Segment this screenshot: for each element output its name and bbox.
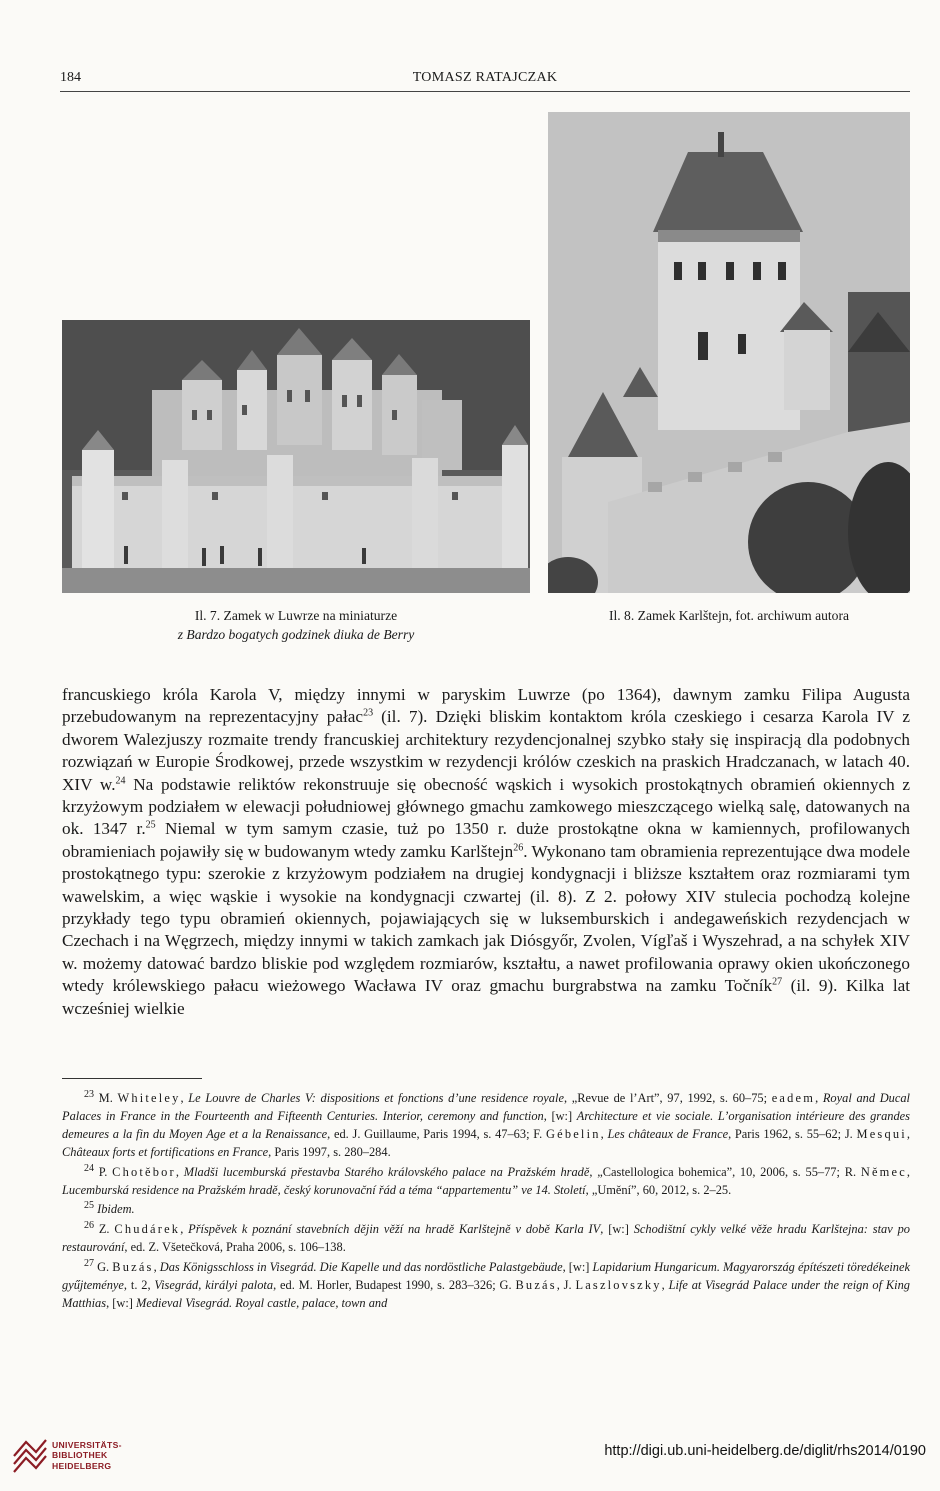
figure-7-caption xyxy=(62,606,530,644)
figure-8-caption-line1: Il. 8. Zamek Karlštejn, fot. archiwum autora xyxy=(608,608,850,623)
body-paragraph xyxy=(62,684,910,1020)
figure-7-caption-line2: z Bardzo bogatych godzinek diuka de Berry xyxy=(177,627,415,642)
body-text: Niemal w tym samym czasie, tuż po 1350 r. duże prostokątne okna w kamiennych, profilowanych obramieniach pojawiły się w budowanym wtedy zamku Karlštejn xyxy=(62,819,911,861)
footnote-rule xyxy=(62,1078,202,1079)
body-text: (il. 7). Dzięki bliskim kontaktom króla czeskiego i cesarza Karola IV z dworem Walezjuszy rozmaite trendy francuskiej architektury rezydencjonalnej szybko stały się inspiracją dla podobnych rozwiązań w Europie Środkowej, przede wszystkim w rezydencji królów czeskich na praskich Hradczanach, w latach 40. XIV w. xyxy=(62,707,910,794)
body-text: Na podstawie reliktów rekonstruuje się obecność wąskich i wysokich prostokątnych obramień okiennych z krzyżowym podziałem w elewacji południowej głównego gmachu zamkowego mieszczącego wielką salę, datowanych na ok. 1347 r. xyxy=(62,774,910,839)
page-number: 184 xyxy=(60,70,81,85)
body-text: francuskiego króla Karola V, między innymi w paryskim Luwrze (po 1364), dawnym zamku Filipa Augusta przebudowanym na reprezentacyjny pałac xyxy=(62,685,910,727)
footnote-ref-25[interactable]: 25 xyxy=(145,819,156,831)
footnote-ref-27[interactable]: 27 xyxy=(772,976,783,988)
footnote-ref-23[interactable]: 23 xyxy=(363,707,374,719)
library-name: UNIVERSITÄTS- BIBLIOTHEK HEIDELBERG xyxy=(52,1440,122,1471)
body-text: . Wykonano tam obramienia reprezentujące dwa modele prostokątnego typu: szerokie z krzyżowym podziałem na drugiej kondygnacji i bliższe kształtem oraz rozmiarami tym wawelskim, a więc wąskie i wysokie na kondygnacji czwartej (il. 8). Z 2. połowy XIV stulecia pochodzą kolejne przykłady tego typu obramień okiennych, pojawiających się w luksemburskich i andegaweńskich rezydencjach w Czechach i na Węgrzech, między innymi w takich zamkach jak Diósgyőr, Zvolen, Vígľaš i Wyszehrad, a na schyłek XIV w. możemy datować bardzo bliskie pod względem rozmiarów, kształtu, a nawet profilowania oprawy okien ukończonego wtedy królewskiego pałacu wieżowego Wacława IV oraz gmachu burgrabstwa na zamku Točník xyxy=(62,841,910,996)
footnote-23: $^{23}$ M. Whiteley, Le Louvre de Charles V: dispositions et fonctions d’une residence royale, „Revue de l’Art”, 97, 1992, s. 60–75; eadem, Royal and Ducal Palaces in France in the Fourteenth and Fifteenth Centuries. Interior, ceremony and function, [w:] Architecture et vie sociale. L’organisation intérieure des grandes demeures a la fin du Moyen Age et a la Renaissance, ed. J. Guillaume, Paris 1994, s. 47–63; F. Gébelin, Les châteaux de France, Paris 1962, s. 55–62; J. Mesqui, Châteaux forts et fortifications en France, Paris 1997, s. 280–284. xyxy=(62,1088,910,1159)
karlstejn-photo-image xyxy=(548,112,910,593)
figure-8-caption xyxy=(548,606,910,625)
footnote-26: $^{26}$ Z. Chudárek, Příspěvek k poznání stavebních dějin věží na hradě Karlštejně v době Karla IV, [w:] Schodištní cykly velké věže hradu Karlštejna: stav po restaurování, ed. Z. Všetečková, Praha 2006, s. 106–138. xyxy=(62,1220,910,1255)
figure-7-caption-line1: Il. 7. Zamek w Luwrze na miniaturze xyxy=(194,608,398,623)
footnote-24: $^{24}$ P. Chotěbor, Mladši lucemburská přestavba Starého královského palace na Pražském hradě, „Castellologica bohemica”, 10, 2006, s. 55–77; R. Němec, Lucemburská residence na Pražském hradě, český korunovační řád a téma “appartementu” ve 14. Století, „Umění”, 60, 2012, s. 2–25. xyxy=(62,1162,911,1197)
body-text: (il. 9). Kilka lat wcześniej wielkie xyxy=(62,976,910,1018)
footnotes xyxy=(62,1090,910,1315)
footer xyxy=(0,1420,940,1491)
footnote-ref-24[interactable]: 24 xyxy=(115,774,126,786)
louvre-miniature-image xyxy=(62,320,530,593)
running-header xyxy=(60,68,910,90)
source-url-link[interactable]: http://digi.ub.uni-heidelberg.de/diglit/rhs2014/0190 xyxy=(604,1443,926,1459)
university-library-logo-icon[interactable] xyxy=(12,1434,48,1476)
footnote-ref-26[interactable]: 26 xyxy=(513,842,524,854)
running-head-author: TOMASZ RATAJCZAK xyxy=(412,70,558,85)
figure-karlstejn-photo xyxy=(548,112,910,593)
footnote-27: $^{27}$ G. Buzás, Das Königsschloss in Visegrád. Die Kapelle und das nordöstliche Palastgebäude, [w:] Lapidarium Hungaricum. Magyarország építészeti töredékeinek gyűjteménye, t. 2, Visegrád, királyi palota, ed. M. Horler, Budapest 1990, s. 283–326; G. Buzás, J. Laszlovszky, Life at Visegrád Palace under the reign of King Matthias, [w:] Medieval Visegrád. Royal castle, palace, town and xyxy=(62,1258,911,1310)
figure-louvre-miniature xyxy=(62,320,530,593)
footnote-25: $^{25}$ Ibidem. xyxy=(84,1200,135,1217)
header-rule xyxy=(60,91,910,92)
